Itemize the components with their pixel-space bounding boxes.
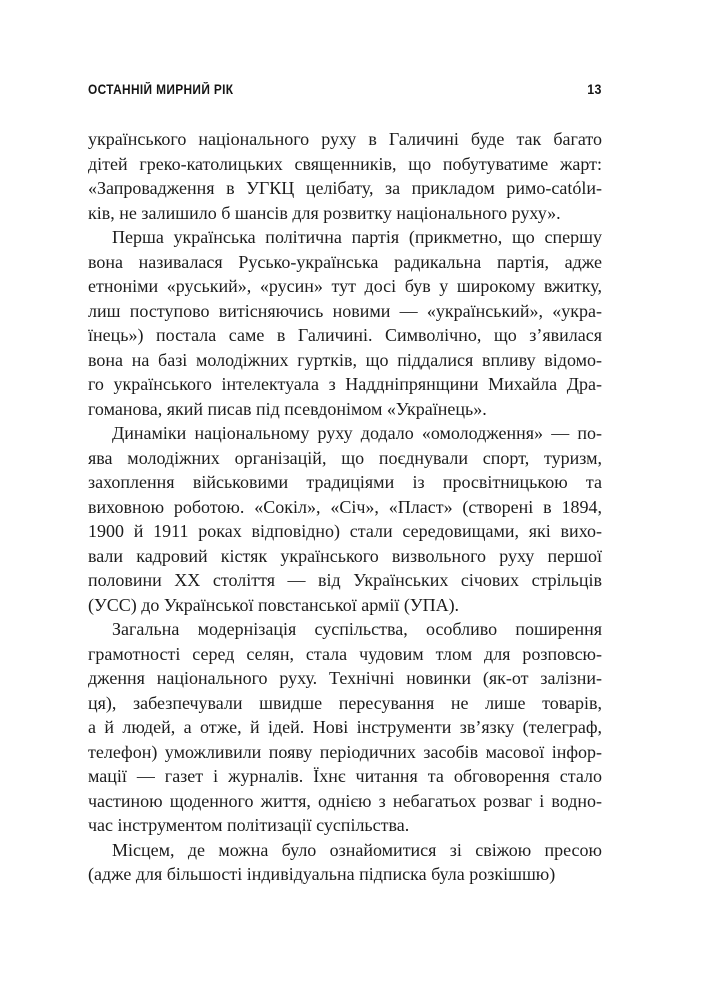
text-line: лиш поступово витісняючись новими — «український», «укра- <box>88 300 602 321</box>
text-line: Динаміки національному руху додало «омолодження» — по- <box>112 423 602 443</box>
text-line: половини ХХ століття — від Українських січових стрільців <box>88 570 602 590</box>
text-line: вали кадровий кістяк українського визвольного руху першої <box>88 545 602 566</box>
page-header <box>88 82 602 97</box>
text-line: їнець») постала саме в Галичині. Символічно, що з’явилася <box>88 325 602 345</box>
text-line: (УСС) до Української повстанської армії (УПА). <box>88 594 460 615</box>
text-line: дження національного руху. Технічні новинки (як-от залізни- <box>88 668 602 688</box>
text-line: виховною роботою. «Сокіл», «Січ», «Пласт» (створені в 1894, <box>88 496 602 517</box>
text-line: Перша українська політична партія (прикметно, що спершу <box>112 227 602 247</box>
text-line: вона називалася Русько-українська радикальна партія, адже <box>88 251 602 272</box>
text-line: «Запровадження в УГКЦ целібату, за прикладом римо-católи- <box>88 178 602 198</box>
text-line: захоплення військовими традиціями із просвітницькою та <box>88 472 602 492</box>
text-line: дітей греко-католицьких священників, що побутуватиме жарт: <box>88 153 602 174</box>
text-line: вона на базі молодіжних гуртків, що піддалися впливу відомо- <box>88 349 602 370</box>
text-line: гоманова, який писав під псевдонімом «Українець». <box>88 398 487 419</box>
text-line: частиною щоденного життя, однією з небагатьох розваг і водно- <box>88 790 602 811</box>
text-line: (адже для більшості індивідуальна підписка була розкішшю) <box>88 864 556 884</box>
text-line: Загальна модернізація суспільства, особливо поширення <box>112 619 602 639</box>
text-line: ява молодіжних організацій, що поєднували спорт, туризм, <box>88 447 602 468</box>
body-text <box>88 127 602 887</box>
text-line: телефон) уможливили появу періодичних засобів масової інфор- <box>88 741 602 762</box>
text-line: ків, не залишило б шансів для розвитку національного руху». <box>88 202 561 223</box>
text-line: Місцем, де можна було ознайомитися зі свіжою пресою <box>112 839 602 860</box>
page-number: 13 <box>587 82 602 97</box>
text-line: мації — газет і журналів. Їхнє читання та обговорення стало <box>88 766 602 786</box>
text-line: грамотності серед селян, стала чудовим тлом для розповсю- <box>88 643 602 664</box>
text-line: а й людей, а отже, й ідей. Нові інструменти зв’язку (телеграф, <box>88 717 602 737</box>
text-line: українського національного руху в Галичині буде так багато <box>88 129 602 149</box>
text-line: 1900 й 1911 роках відповідно) стали середовищами, які вихо- <box>88 521 602 541</box>
text-line: ця), забезпечували швидше пересування не лише товарів, <box>88 692 602 713</box>
text-line: го українського інтелектуала з Наддніпрянщини Михайла Дра- <box>88 374 602 394</box>
text-line: етноніми «руський», «русин» тут досі був у широкому вжитку, <box>88 276 602 296</box>
text-line: час інструментом політизації суспільства. <box>88 815 410 835</box>
running-title: ОСТАННІЙ МИРНИЙ РІК <box>88 82 234 97</box>
